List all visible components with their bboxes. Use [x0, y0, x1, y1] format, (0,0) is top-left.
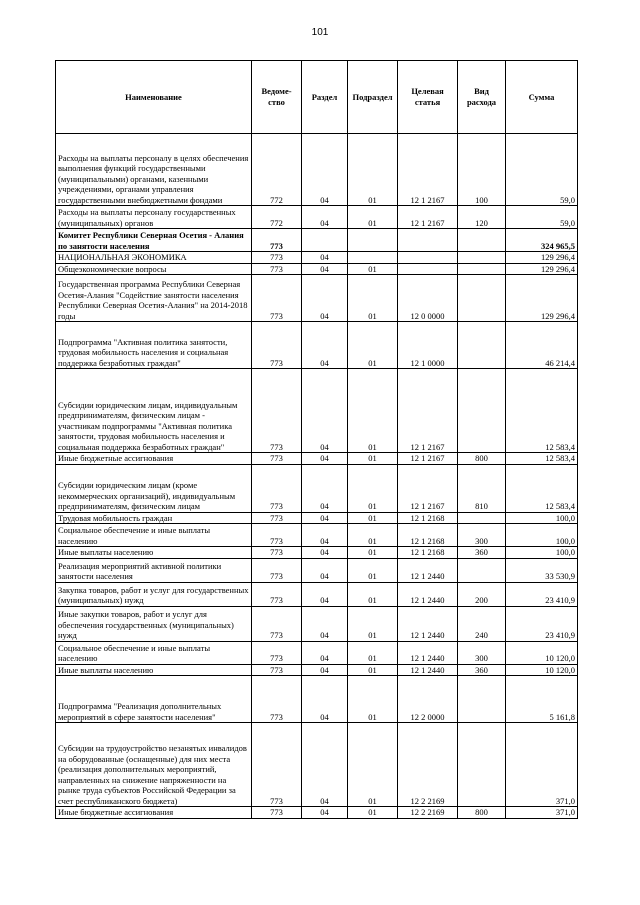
cell-exp-type: 800	[458, 453, 506, 465]
table-row	[56, 807, 578, 819]
cell-subsection: 01	[348, 676, 398, 723]
cell-section: 04	[302, 547, 348, 559]
cell-name: Социальное обеспечение и иные выплаты населению	[56, 524, 252, 547]
cell-amount: 33 530,9	[506, 558, 578, 582]
cell-target: 12 1 2168	[398, 547, 458, 559]
header-amount: Сумма	[506, 61, 578, 134]
cell-dept: 773	[252, 524, 302, 547]
cell-section	[302, 229, 348, 252]
cell-target: 12 1 2167	[398, 369, 458, 453]
cell-dept: 773	[252, 664, 302, 676]
cell-dept: 773	[252, 453, 302, 465]
header-subsection: Подраздел	[348, 61, 398, 134]
cell-section: 04	[302, 275, 348, 322]
cell-target: 12 2 2169	[398, 807, 458, 819]
cell-target	[398, 263, 458, 275]
cell-name: НАЦИОНАЛЬНАЯ ЭКОНОМИКА	[56, 252, 252, 264]
table-row	[56, 464, 578, 512]
table-row	[56, 582, 578, 606]
cell-subsection: 01	[348, 206, 398, 229]
cell-subsection: 01	[348, 134, 398, 206]
cell-subsection: 01	[348, 275, 398, 322]
table-header-row	[56, 61, 578, 134]
cell-dept: 773	[252, 676, 302, 723]
table-row	[56, 558, 578, 582]
cell-subsection: 01	[348, 606, 398, 641]
cell-section: 04	[302, 206, 348, 229]
cell-target: 12 1 2440	[398, 558, 458, 582]
table-row	[56, 606, 578, 641]
cell-name: Расходы на выплаты персоналу в целях обеспечения выполнения функций государственными (муниципальными) органами, казенными учреждениями, органами управления государственными внебюджетными фондами	[56, 134, 252, 206]
cell-target: 12 1 2440	[398, 606, 458, 641]
cell-exp-type	[458, 676, 506, 723]
cell-name: Государственная программа Республики Северная Осетия-Алания "Содействие занятости населения Республики Северная Осетия-Алания" на 2014-2018 годы	[56, 275, 252, 322]
cell-exp-type: 300	[458, 641, 506, 664]
cell-name: Реализация мероприятий активной политики занятости населения	[56, 558, 252, 582]
cell-amount: 100,0	[506, 524, 578, 547]
cell-target: 12 1 2440	[398, 641, 458, 664]
cell-exp-type	[458, 263, 506, 275]
cell-dept: 773	[252, 512, 302, 524]
cell-target: 12 1 2167	[398, 453, 458, 465]
cell-subsection: 01	[348, 664, 398, 676]
cell-subsection: 01	[348, 464, 398, 512]
table-row	[56, 206, 578, 229]
cell-amount: 23 410,9	[506, 582, 578, 606]
cell-exp-type	[458, 229, 506, 252]
header-name: Наименование	[56, 61, 252, 134]
cell-section: 04	[302, 453, 348, 465]
cell-target: 12 0 0000	[398, 275, 458, 322]
cell-dept: 773	[252, 322, 302, 369]
table-row	[56, 664, 578, 676]
cell-target: 12 2 2169	[398, 723, 458, 807]
cell-exp-type: 100	[458, 134, 506, 206]
header-section: Раздел	[302, 61, 348, 134]
cell-subsection: 01	[348, 263, 398, 275]
cell-exp-type	[458, 322, 506, 369]
header-exp-type: Вид расхода	[458, 61, 506, 134]
cell-amount: 10 120,0	[506, 664, 578, 676]
cell-dept: 772	[252, 134, 302, 206]
cell-name: Общеэкономические вопросы	[56, 263, 252, 275]
budget-table	[55, 60, 578, 819]
header-dept: Ведоме- ство	[252, 61, 302, 134]
table-row	[56, 524, 578, 547]
cell-section: 04	[302, 807, 348, 819]
cell-section: 04	[302, 664, 348, 676]
cell-subsection: 01	[348, 558, 398, 582]
table-row	[56, 723, 578, 807]
cell-amount: 100,0	[506, 547, 578, 559]
cell-amount: 23 410,9	[506, 606, 578, 641]
cell-exp-type: 120	[458, 206, 506, 229]
cell-dept: 773	[252, 807, 302, 819]
cell-amount: 371,0	[506, 723, 578, 807]
cell-name: Трудовая мобильность граждан	[56, 512, 252, 524]
cell-name: Иные бюджетные ассигнования	[56, 807, 252, 819]
cell-dept: 773	[252, 369, 302, 453]
cell-name: Иные выплаты населению	[56, 664, 252, 676]
cell-subsection	[348, 252, 398, 264]
cell-amount: 12 583,4	[506, 464, 578, 512]
cell-subsection: 01	[348, 453, 398, 465]
cell-exp-type	[458, 558, 506, 582]
cell-exp-type	[458, 369, 506, 453]
cell-amount: 59,0	[506, 134, 578, 206]
cell-dept: 773	[252, 547, 302, 559]
cell-name: Социальное обеспечение и иные выплаты населению	[56, 641, 252, 664]
cell-dept: 773	[252, 252, 302, 264]
table-row	[56, 547, 578, 559]
cell-dept: 773	[252, 275, 302, 322]
page-number: 101	[311, 27, 329, 38]
cell-dept: 772	[252, 206, 302, 229]
table-row	[56, 369, 578, 453]
table-row	[56, 229, 578, 252]
cell-amount: 5 161,8	[506, 676, 578, 723]
cell-name: Субсидии на трудоустройство незанятых инвалидов на оборудованные (оснащенные) для них места (реализация дополнительных мероприятий, направленных на снижение напряженности на рынке труда субъектов Российской Федерации за счет республиканского бюджета)	[56, 723, 252, 807]
cell-exp-type: 200	[458, 582, 506, 606]
cell-subsection: 01	[348, 369, 398, 453]
cell-target: 12 1 2168	[398, 512, 458, 524]
cell-subsection: 01	[348, 641, 398, 664]
cell-exp-type: 810	[458, 464, 506, 512]
cell-amount: 46 214,4	[506, 322, 578, 369]
cell-amount: 100,0	[506, 512, 578, 524]
table-row	[56, 252, 578, 264]
cell-amount: 12 583,4	[506, 453, 578, 465]
cell-target	[398, 229, 458, 252]
cell-section: 04	[302, 558, 348, 582]
cell-target: 12 2 0000	[398, 676, 458, 723]
cell-section: 04	[302, 606, 348, 641]
cell-section: 04	[302, 524, 348, 547]
cell-dept: 773	[252, 582, 302, 606]
cell-exp-type	[458, 723, 506, 807]
cell-target: 12 1 2167	[398, 134, 458, 206]
cell-dept: 773	[252, 229, 302, 252]
cell-dept: 773	[252, 263, 302, 275]
cell-name: Иные закупки товаров, работ и услуг для обеспечения государственных (муниципальных) нужд	[56, 606, 252, 641]
table-row	[56, 134, 578, 206]
cell-exp-type	[458, 512, 506, 524]
cell-name: Комитет Республики Северная Осетия - Алания по занятости населения	[56, 229, 252, 252]
cell-section: 04	[302, 464, 348, 512]
cell-target: 12 1 2168	[398, 524, 458, 547]
cell-subsection: 01	[348, 322, 398, 369]
cell-subsection: 01	[348, 524, 398, 547]
cell-amount: 371,0	[506, 807, 578, 819]
cell-section: 04	[302, 134, 348, 206]
cell-dept: 773	[252, 464, 302, 512]
cell-exp-type: 360	[458, 547, 506, 559]
cell-name: Подпрограмма "Активная политика занятости, трудовая мобильность населения и социальная поддержка безработных граждан"	[56, 322, 252, 369]
cell-amount: 129 296,4	[506, 263, 578, 275]
header-target: Целевая статья	[398, 61, 458, 134]
cell-subsection: 01	[348, 582, 398, 606]
cell-target: 12 1 2167	[398, 206, 458, 229]
cell-target: 12 1 2440	[398, 582, 458, 606]
cell-exp-type: 240	[458, 606, 506, 641]
cell-exp-type: 300	[458, 524, 506, 547]
cell-subsection: 01	[348, 547, 398, 559]
cell-subsection: 01	[348, 807, 398, 819]
cell-dept: 773	[252, 723, 302, 807]
table-row	[56, 453, 578, 465]
cell-section: 04	[302, 676, 348, 723]
cell-name: Подпрограмма "Реализация дополнительных мероприятий в сфере занятости населения"	[56, 676, 252, 723]
table-row	[56, 322, 578, 369]
cell-name: Субсидии юридическим лицам (кроме некоммерческих организаций), индивидуальным предпринимателям, физическим лицам	[56, 464, 252, 512]
cell-subsection: 01	[348, 723, 398, 807]
cell-section: 04	[302, 723, 348, 807]
cell-section: 04	[302, 512, 348, 524]
cell-name: Закупка товаров, работ и услуг для государственных (муниципальных) нужд	[56, 582, 252, 606]
cell-exp-type	[458, 275, 506, 322]
table-row	[56, 641, 578, 664]
cell-exp-type: 800	[458, 807, 506, 819]
cell-dept: 773	[252, 558, 302, 582]
cell-name: Расходы на выплаты персоналу государственных (муниципальных) органов	[56, 206, 252, 229]
cell-subsection: 01	[348, 512, 398, 524]
cell-target: 12 1 2167	[398, 464, 458, 512]
cell-section: 04	[302, 252, 348, 264]
cell-subsection	[348, 229, 398, 252]
cell-section: 04	[302, 322, 348, 369]
cell-section: 04	[302, 263, 348, 275]
cell-amount: 10 120,0	[506, 641, 578, 664]
cell-amount: 59,0	[506, 206, 578, 229]
table-row	[56, 676, 578, 723]
cell-exp-type: 360	[458, 664, 506, 676]
cell-exp-type	[458, 252, 506, 264]
cell-dept: 773	[252, 606, 302, 641]
cell-section: 04	[302, 641, 348, 664]
cell-name: Иные бюджетные ассигнования	[56, 453, 252, 465]
cell-name: Субсидии юридическим лицам, индивидуальным предпринимателям, физическим лицам - участникам подпрограммы "Активная политика занятости, трудовая мобильность населения и социальная поддержка безработных граждан"	[56, 369, 252, 453]
cell-amount: 324 965,5	[506, 229, 578, 252]
cell-section: 04	[302, 369, 348, 453]
table-row	[56, 263, 578, 275]
table-row	[56, 275, 578, 322]
cell-target: 12 1 0000	[398, 322, 458, 369]
cell-amount: 129 296,4	[506, 252, 578, 264]
cell-amount: 12 583,4	[506, 369, 578, 453]
cell-target	[398, 252, 458, 264]
cell-name: Иные выплаты населению	[56, 547, 252, 559]
cell-amount: 129 296,4	[506, 275, 578, 322]
table-row	[56, 512, 578, 524]
cell-target: 12 1 2440	[398, 664, 458, 676]
cell-dept: 773	[252, 641, 302, 664]
cell-section: 04	[302, 582, 348, 606]
